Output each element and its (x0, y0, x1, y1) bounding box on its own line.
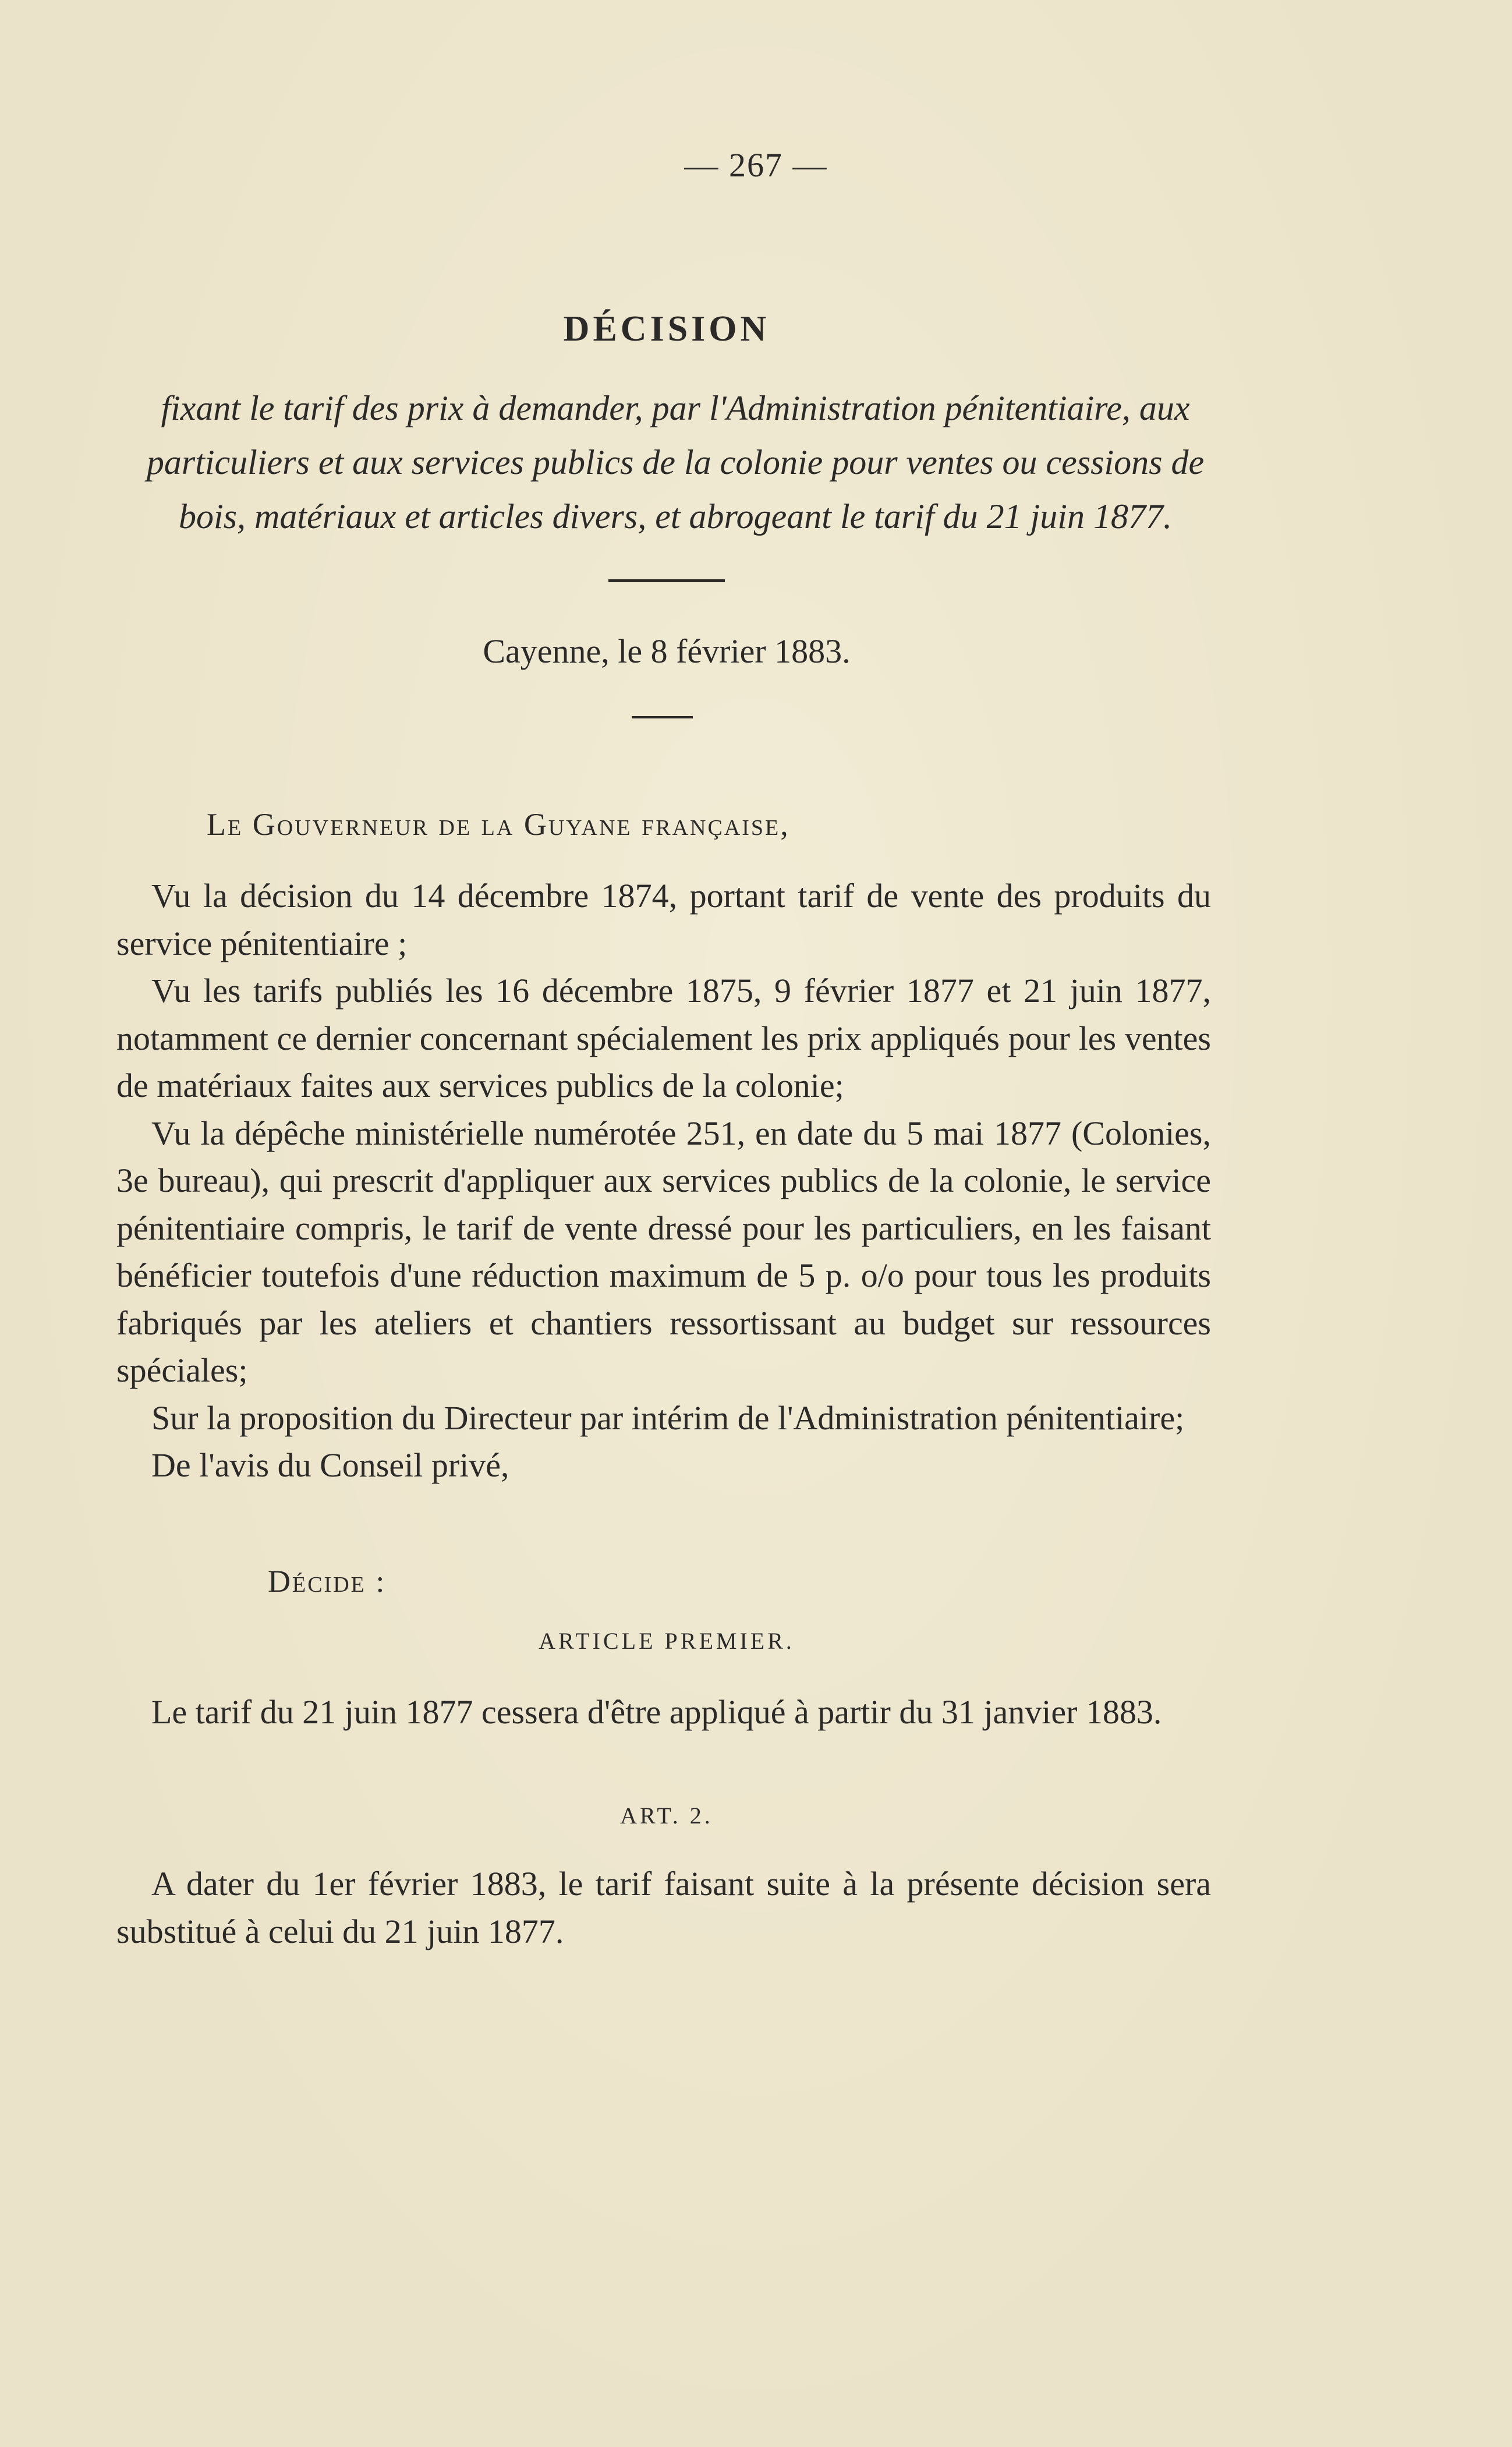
document-title: DÉCISION (563, 309, 770, 349)
document-subtitle: fixant le tarif des prix à demander, par l'Administration pénitentiaire, aux particuliers et aux services publics de la colonie pour ventes ou cessions de bois, matériaux et articles divers, et abrogeant le tarif du 21 juin 1877. (146, 389, 1205, 536)
article-paragraph: A dater du 1er février 1883, le tarif faisant suite à la présente décision sera substitué à celui du 21 juin 1877. (116, 1865, 1211, 1950)
consideration-paragraph: Sur la proposition du Directeur par intérim de l'Administration pénitentiaire; (151, 1398, 1185, 1437)
place-date: Cayenne, le 8 février 1883. (483, 632, 851, 670)
article-paragraph: Le tarif du 21 juin 1877 cessera d'être appliqué à partir du 31 janvier 1883. (151, 1693, 1162, 1731)
divider-rule-upper (608, 579, 725, 582)
decision-heading: Décide : (268, 1564, 387, 1599)
page-number: — 267 — (684, 146, 828, 184)
consideration-paragraph: De l'avis du Conseil privé, (151, 1446, 509, 1484)
divider-rule-lower (632, 716, 693, 718)
consideration-paragraph: Vu la dépêche ministérielle numérotée 251, en date du 5 mai 1877 (Colonies, 3e bureau), qui prescrit d'appliquer aux services publics de la colonie, le service pénitentiaire compris, le tarif de vente dressé pour les particuliers, en les faisant bénéficier toutefois d'une réduction maximum de 5 p. o/o pour tous les produits fabriqués par les ateliers et chantiers ressortissant au budget sur ressources spéciales; (116, 1114, 1211, 1389)
consideration-paragraph: Vu la décision du 14 décembre 1874, portant tarif de vente des produits du service pénitentiaire ; (116, 877, 1211, 962)
considerations-block (116, 872, 1211, 1489)
article-2-heading: ART. 2. (620, 1803, 713, 1829)
article-2-text (116, 1860, 1211, 1955)
article-1-heading: ARTICLE PREMIER. (539, 1628, 795, 1654)
article-1-text (116, 1688, 1211, 1736)
consideration-paragraph: Vu les tarifs publiés les 16 décembre 1875, 9 février 1877 et 21 juin 1877, notamment ce dernier concernant spécialement les prix appliqués pour les ventes de matériaux faites aux services publics de la colonie; (116, 972, 1211, 1104)
governor-heading: Le Gouverneur de la Guyane française, (207, 807, 790, 842)
